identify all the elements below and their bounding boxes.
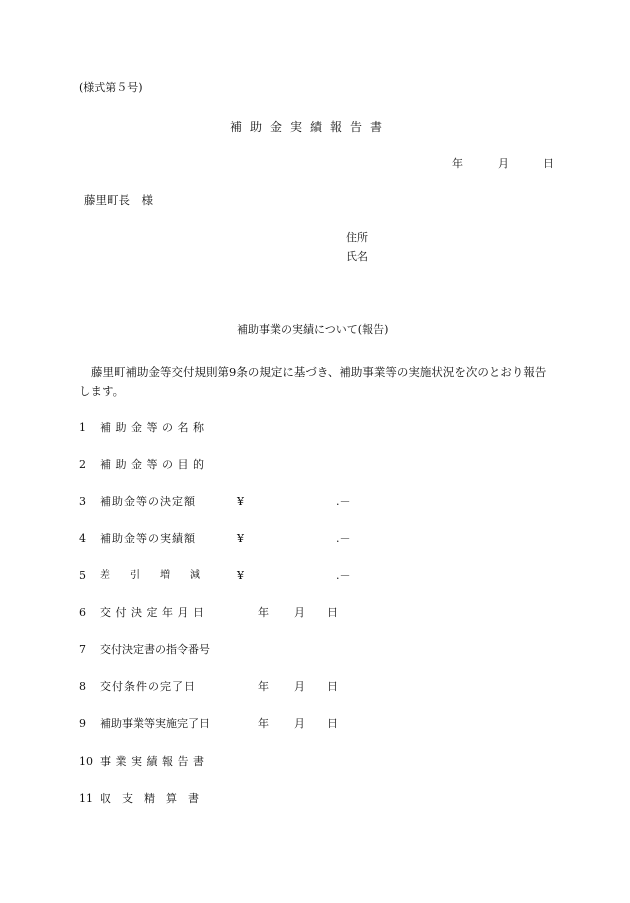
year-label: 年 bbox=[258, 606, 269, 619]
day-label: 日 bbox=[327, 680, 338, 693]
item-number: 3 bbox=[79, 495, 86, 508]
item-label: 補助金等の目的 bbox=[100, 458, 209, 471]
day-label: 日 bbox=[327, 606, 338, 619]
date-month-label: 月 bbox=[498, 157, 509, 170]
item-label: 交付決定書の指令番号 bbox=[100, 643, 210, 656]
month-label: 月 bbox=[294, 717, 305, 730]
amount-suffix: .－ bbox=[336, 532, 351, 545]
item-number: 6 bbox=[79, 606, 86, 619]
addressee: 藤里町長 様 bbox=[84, 193, 153, 207]
subject-heading: 補助事業の実績について(報告) bbox=[237, 323, 389, 336]
item-number: 10 bbox=[79, 755, 93, 768]
month-label: 月 bbox=[294, 606, 305, 619]
address-label: 住所 bbox=[346, 231, 368, 244]
item-number: 1 bbox=[79, 421, 86, 434]
item-label: 事業実績報告書 bbox=[100, 755, 209, 768]
form-number: (様式第５号) bbox=[79, 81, 143, 94]
item-label: 補助金等の決定額 bbox=[100, 495, 196, 508]
item-number: 7 bbox=[79, 643, 86, 656]
yen-sign: ¥ bbox=[237, 532, 244, 545]
item-number: 8 bbox=[79, 680, 86, 693]
item-number: 4 bbox=[79, 532, 86, 545]
year-label: 年 bbox=[258, 680, 269, 693]
body-paragraph: 藤里町補助金等交付規則第9条の規定に基づき、補助事業等の実施状況を次のとおり報告します。 bbox=[79, 365, 547, 398]
item-label: 補助事業等実施完了日 bbox=[100, 717, 210, 730]
yen-sign: ¥ bbox=[237, 495, 244, 508]
date-year-label: 年 bbox=[452, 157, 463, 170]
item-label: 補助金等の実績額 bbox=[100, 532, 196, 545]
date-day-label: 日 bbox=[543, 157, 554, 170]
name-label: 氏名 bbox=[346, 250, 368, 263]
item-label: 差 引 増 減 bbox=[100, 570, 200, 581]
item-label: 収 支 精 算 書 bbox=[100, 792, 199, 805]
day-label: 日 bbox=[327, 717, 338, 730]
item-number: 5 bbox=[79, 569, 86, 582]
item-number: 9 bbox=[79, 717, 86, 730]
amount-suffix: .－ bbox=[336, 569, 351, 582]
item-number: 2 bbox=[79, 458, 86, 471]
item-label: 交付条件の完了日 bbox=[100, 680, 196, 693]
month-label: 月 bbox=[294, 680, 305, 693]
item-number: 11 bbox=[79, 792, 93, 805]
amount-suffix: .－ bbox=[336, 495, 351, 508]
item-label: 交付決定年月日 bbox=[100, 606, 209, 619]
document-title: 補助金実績報告書 bbox=[230, 120, 391, 134]
yen-sign: ¥ bbox=[237, 569, 244, 582]
item-label: 補助金等の名称 bbox=[100, 421, 209, 434]
year-label: 年 bbox=[258, 717, 269, 730]
